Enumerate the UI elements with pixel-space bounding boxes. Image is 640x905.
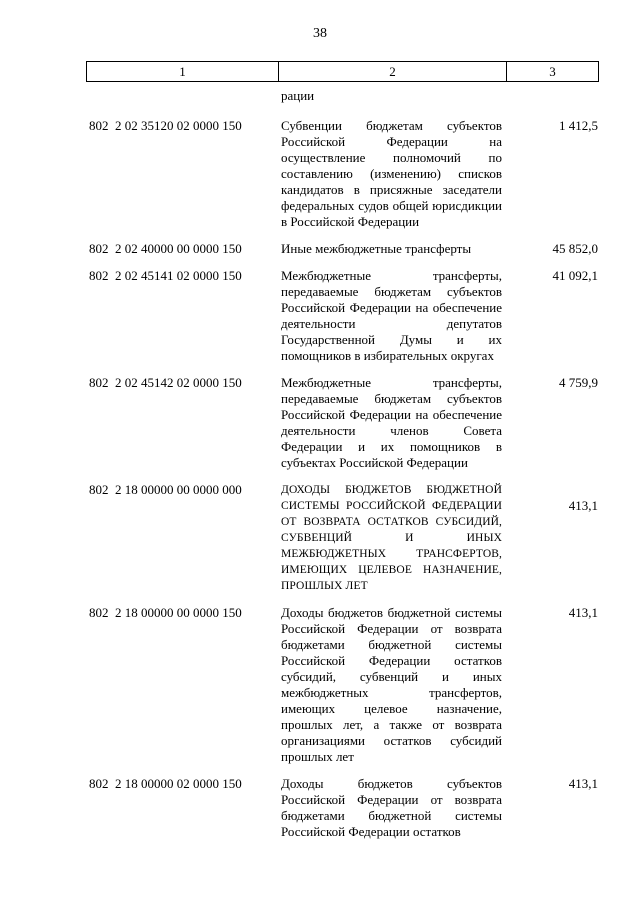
row-code: 802 2 02 35120 02 0000 150 xyxy=(89,118,242,133)
row-code: 802 2 02 45141 02 0000 150 xyxy=(89,268,242,283)
header-col-2: 2 xyxy=(279,62,507,81)
table-row xyxy=(0,776,640,840)
row-code: 802 2 18 00000 02 0000 150 xyxy=(89,776,242,791)
row-code: 802 2 02 45142 02 0000 150 xyxy=(89,375,242,390)
page-number: 38 xyxy=(313,26,327,41)
row-code: 802 2 18 00000 00 0000 150 xyxy=(89,605,242,620)
row-description: ДОХОДЫ БЮДЖЕТОВ БЮДЖЕТНОЙ СИСТЕМЫ РОССИЙСКОЙ ФЕДЕРАЦИИ ОТ ВОЗВРАТА ОСТАТКОВ СУБСИДИЙ, СУБВЕНЦИЙ И ИНЫХ МЕЖБЮДЖЕТНЫХ ТРАНСФЕРТОВ, ИМЕЮЩИХ ЦЕЛЕВОЕ НАЗНАЧЕНИЕ, ПРОШЛЫХ ЛЕТ xyxy=(281,484,502,592)
table-row xyxy=(0,605,640,765)
table-row xyxy=(0,241,640,257)
continuation-row xyxy=(0,88,640,104)
table-row xyxy=(0,482,640,594)
row-description: Субвенции бюджетам субъектов Российской Федерации на осуществление полномочий по составлению (изменению) списков кандидатов в присяжные заседатели федеральных судов общей юрисдикции в Российской Федерации xyxy=(281,118,502,229)
table-header xyxy=(86,61,599,82)
row-code: 802 2 18 00000 00 0000 000 xyxy=(89,482,242,497)
header-col-1: 1 xyxy=(87,62,279,81)
row-amount: 45 852,0 xyxy=(552,241,598,256)
row-amount: 4 759,9 xyxy=(559,375,598,390)
header-col-3: 3 xyxy=(549,64,556,79)
row-description: Межбюджетные трансферты, передаваемые бюджетам субъектов Российской Федерации на обеспечение деятельности членов Совета Федерации и их помощников в субъектах Российской Федерации xyxy=(281,375,502,470)
row-amount: 413,1 xyxy=(568,605,598,620)
row-amount: 41 092,1 xyxy=(552,268,598,283)
row-amount: 413,1 xyxy=(568,776,598,791)
table-body xyxy=(0,88,640,851)
table-row xyxy=(0,118,640,230)
table-row xyxy=(0,268,640,364)
continuation-text: рации xyxy=(281,88,315,103)
row-description: Доходы бюджетов субъектов Российской Федерации от возврата бюджетами бюджетной системы Российской Федерации остатков xyxy=(281,776,502,839)
row-amount: 413,1 xyxy=(568,498,598,513)
table-row xyxy=(0,375,640,471)
row-description: Доходы бюджетов бюджетной системы Российской Федерации от возврата бюджетами бюджетной системы Российской Федерации остатков субсидий, субвенций и иных межбюджетных трансфертов, имеющих целевое назначение, прошлых лет, а также от возврата организациями остатков субсидий прошлых лет xyxy=(281,605,502,764)
row-amount: 1 412,5 xyxy=(559,118,598,133)
row-description: Межбюджетные трансферты, передаваемые бюджетам субъектов Российской Федерации на обеспечение деятельности депутатов Государственной Думы и их помощников в избирательных округах xyxy=(281,268,502,363)
row-code: 802 2 02 40000 00 0000 150 xyxy=(89,241,242,256)
row-description: Иные межбюджетные трансферты xyxy=(281,241,472,256)
